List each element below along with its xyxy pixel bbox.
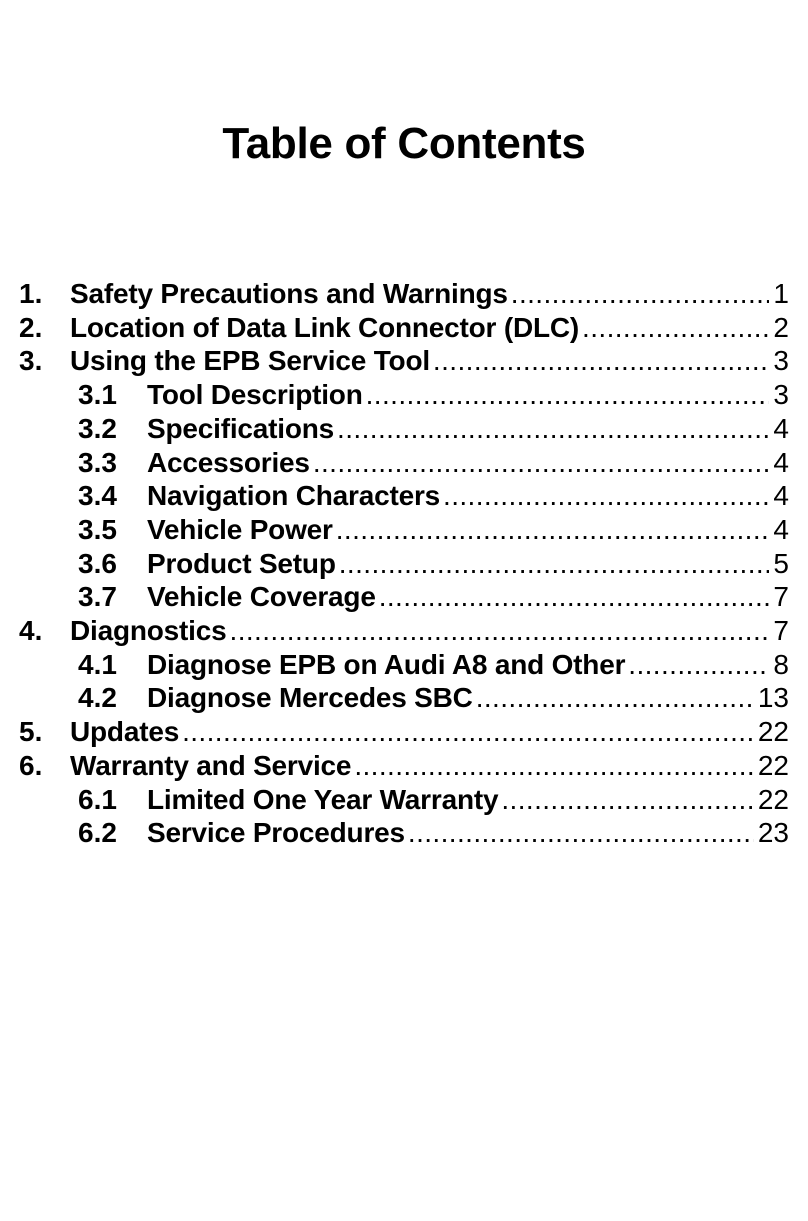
dot-leader	[339, 547, 770, 581]
dot-leader	[366, 378, 770, 412]
toc-entry-title: Using the EPB Service Tool	[70, 345, 430, 377]
dot-leader	[582, 311, 769, 345]
toc-entry-title: Vehicle Power	[147, 513, 333, 545]
dot-leader	[408, 816, 754, 850]
toc-entry[interactable]	[78, 580, 789, 614]
toc-entry-page: 5	[773, 547, 789, 579]
toc-entry[interactable]	[78, 378, 789, 412]
toc-entry[interactable]	[19, 749, 789, 783]
toc-entry[interactable]	[78, 446, 789, 480]
toc-entry-number: 3.4	[78, 480, 117, 512]
toc-entry[interactable]	[78, 412, 789, 446]
toc-entry-page: 4	[773, 513, 789, 545]
dot-leader	[182, 715, 754, 749]
dot-leader	[433, 344, 770, 378]
toc-entry-title: Diagnostics	[70, 615, 227, 646]
toc-entry-number: 6.1	[78, 783, 117, 815]
toc-entry-number: 3.2	[78, 412, 117, 444]
toc-entry-title: Service Procedures	[147, 817, 405, 849]
toc-entry-number: 4.	[19, 615, 43, 646]
toc-entry-title: Safety Precautions and Warnings	[70, 278, 508, 309]
toc-entry-page: 22	[757, 783, 789, 815]
toc-entry-title: Product Setup	[147, 547, 336, 579]
toc-entry-title: Diagnose EPB on Audi A8 and Other	[147, 648, 626, 680]
toc-entry-title: Warranty and Service	[70, 749, 352, 781]
toc-entry-number: 4.2	[78, 682, 117, 714]
toc-entry-number: 6.2	[78, 817, 117, 849]
toc-entry-title: Location of Data Link Connector (DLC)	[70, 311, 580, 343]
toc-entry[interactable]	[78, 681, 789, 715]
toc-entry-number: 2.	[19, 311, 43, 343]
toc-entry[interactable]	[78, 479, 789, 513]
toc-entry-title: Tool Description	[147, 379, 363, 411]
dot-leader	[313, 446, 770, 480]
toc-entry-title: Navigation Characters	[147, 480, 441, 512]
dot-leader	[230, 614, 770, 648]
toc-entry-page: 4	[773, 446, 789, 478]
toc-entry-page: 8	[773, 648, 789, 680]
toc-entry[interactable]	[19, 344, 789, 378]
toc-entry-page: 13	[757, 682, 789, 714]
toc-entry-number: 5.	[19, 716, 43, 748]
toc-entry-number: 6.	[19, 749, 43, 781]
toc-entry[interactable]	[19, 614, 789, 648]
toc-entry[interactable]	[78, 816, 789, 850]
dot-leader	[337, 412, 769, 446]
toc-entry[interactable]	[78, 783, 789, 817]
toc-entry-number: 3.6	[78, 547, 117, 579]
dot-leader	[336, 513, 770, 547]
dot-leader	[628, 648, 769, 682]
dot-leader	[511, 277, 770, 311]
page-title: Table of Contents	[222, 119, 586, 168]
toc-entry-number: 3.3	[78, 446, 117, 478]
toc-entry-page: 4	[773, 480, 789, 512]
toc-entry[interactable]	[78, 547, 789, 581]
toc-entry-title: Specifications	[147, 412, 335, 444]
toc-entry[interactable]	[19, 715, 789, 749]
toc-entry-number: 3.1	[78, 379, 117, 411]
dot-leader	[476, 681, 754, 715]
dot-leader	[354, 749, 754, 783]
toc-entry-title: Updates	[70, 716, 180, 748]
toc-entry-page: 3	[773, 379, 789, 411]
toc-entry[interactable]	[78, 648, 789, 682]
toc-entry-title: Accessories	[147, 446, 310, 478]
toc-entry-page: 7	[773, 615, 789, 646]
toc-entry-number: 3.7	[78, 581, 117, 613]
dot-leader	[501, 783, 753, 817]
dot-leader	[379, 580, 770, 614]
toc-entry[interactable]	[19, 277, 789, 311]
toc-entry[interactable]	[19, 311, 789, 345]
toc-entry-page: 3	[773, 345, 789, 377]
toc-entry-page: 1	[773, 278, 789, 309]
toc-entry-page: 22	[757, 716, 789, 748]
toc-entry-page: 4	[773, 412, 789, 444]
toc-entry-title: Limited One Year Warranty	[147, 783, 499, 815]
toc-entry-page: 7	[773, 581, 789, 613]
toc-entry[interactable]	[78, 513, 789, 547]
toc-entry-number: 4.1	[78, 648, 117, 680]
toc-entry-title: Diagnose Mercedes SBC	[147, 682, 473, 714]
toc-entry-number: 3.	[19, 345, 43, 377]
toc-entry-number: 1.	[19, 278, 43, 309]
toc-entry-number: 3.5	[78, 513, 117, 545]
toc-entry-page: 23	[757, 817, 789, 849]
toc-entry-page: 2	[773, 311, 789, 343]
toc-entry-title: Vehicle Coverage	[147, 581, 376, 613]
dot-leader	[443, 479, 769, 513]
toc-entry-page: 22	[757, 749, 789, 781]
